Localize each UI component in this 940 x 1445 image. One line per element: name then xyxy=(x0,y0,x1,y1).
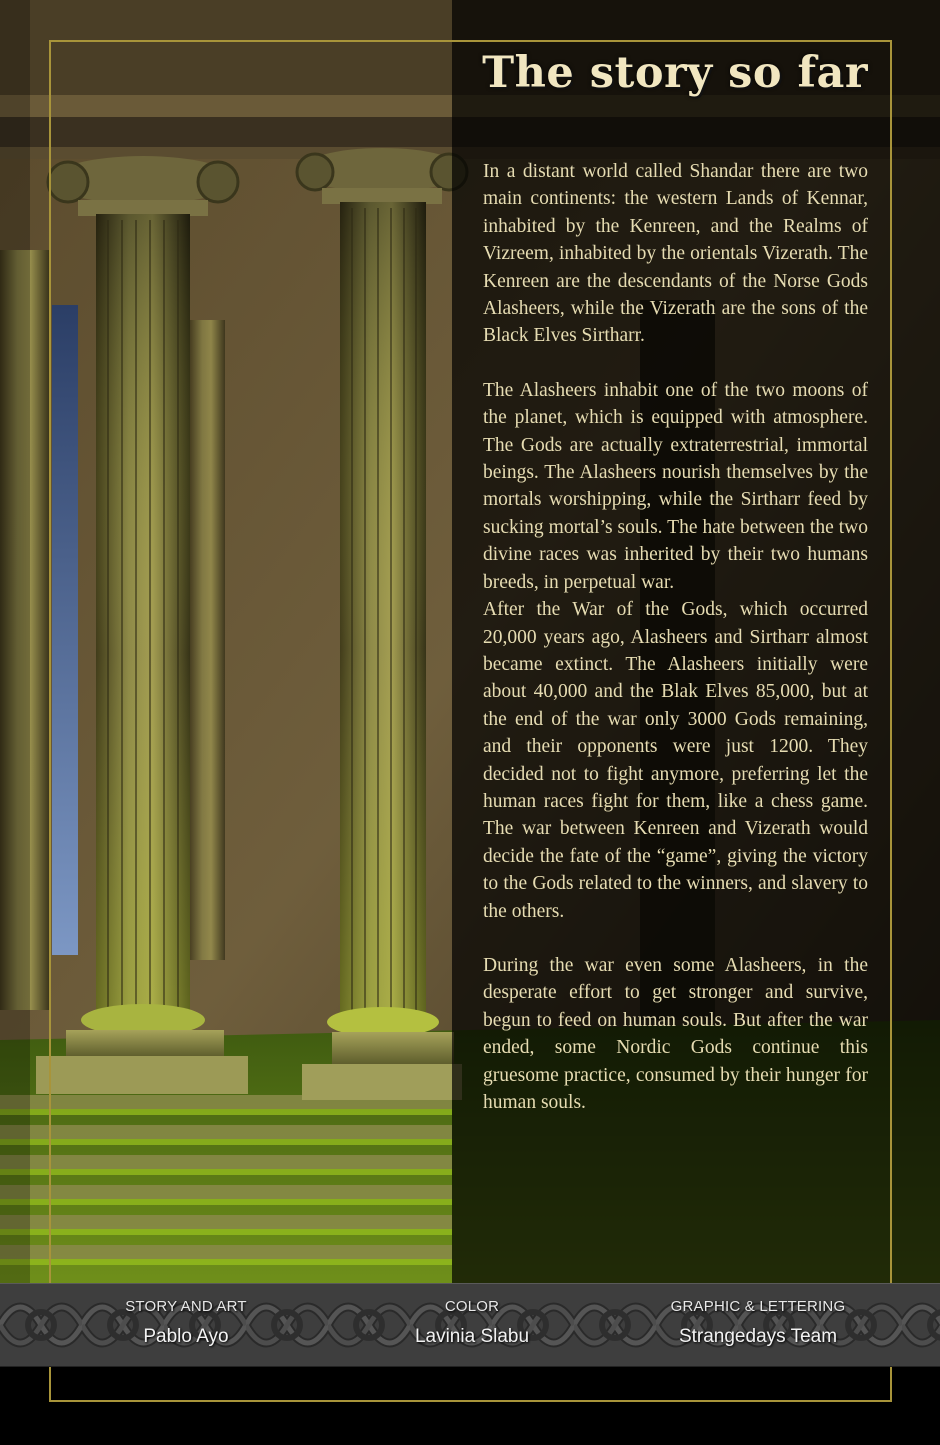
page-title: The story so far xyxy=(482,48,868,98)
credit-role: GRAPHIC & LETTERING xyxy=(670,1298,846,1315)
story-paragraph: The Alasheers inhabit one of the two moons of the planet, which is equipped with atmosphere. The Gods are actually extraterrestrial, immortal beings. The Alasheers nourish themselves by the mortals worshipping, while the Sirtharr feed by sucking mortal’s souls. The hate between the two divine races was inherited by their two humans breeds, in perpetual war. xyxy=(483,379,868,593)
credit-color xyxy=(332,1284,612,1366)
story-paragraph: After the War of the Gods, which occurred 20,000 years ago, Alasheers and Sirtharr almost became extinct. The Alasheers initially were about 40,000 and the Blak Elves 85,000, but at the end of the war only 3000 Gods remaining, and their opponents were just 1200. They decided not to fight anymore, preferring let the human races fight for them, like a chess game. The war between Kenreen and Vizerath would decide the fate of the “game”, giving the victory to the Gods related to the winners, and slavery to the others. xyxy=(483,599,868,922)
story-paragraph: During the war even some Alasheers, in the desperate effort to get stronger and survive, begun to feed on human souls. But after the war ended, some Nordic Gods continue this gruesome practice, consumed by their hunger for human souls. xyxy=(483,954,868,1113)
credit-name: Strangedays Team xyxy=(678,1326,838,1347)
credit-name: Pablo Ayo xyxy=(143,1326,229,1347)
credits-bar xyxy=(0,1283,940,1367)
story-paragraph: In a distant world called Shandar there are two main continents: the western Lands of Kennar, inhabited by the Kenreen, and the Realms of Vizreem, inhabited by the orientals Vizerath. The Kenreen are the descendants of the Norse Gods Alasheers, while the Vizerath are the sons of the Black Elves Sirtharr. xyxy=(483,161,868,347)
credit-role: STORY AND ART xyxy=(125,1298,247,1315)
credit-story-and-art xyxy=(46,1284,326,1366)
story-body xyxy=(483,158,868,1116)
credit-name: Lavinia Slabu xyxy=(414,1326,530,1347)
credit-graphic-lettering xyxy=(618,1284,898,1366)
credit-role: COLOR xyxy=(444,1298,500,1315)
